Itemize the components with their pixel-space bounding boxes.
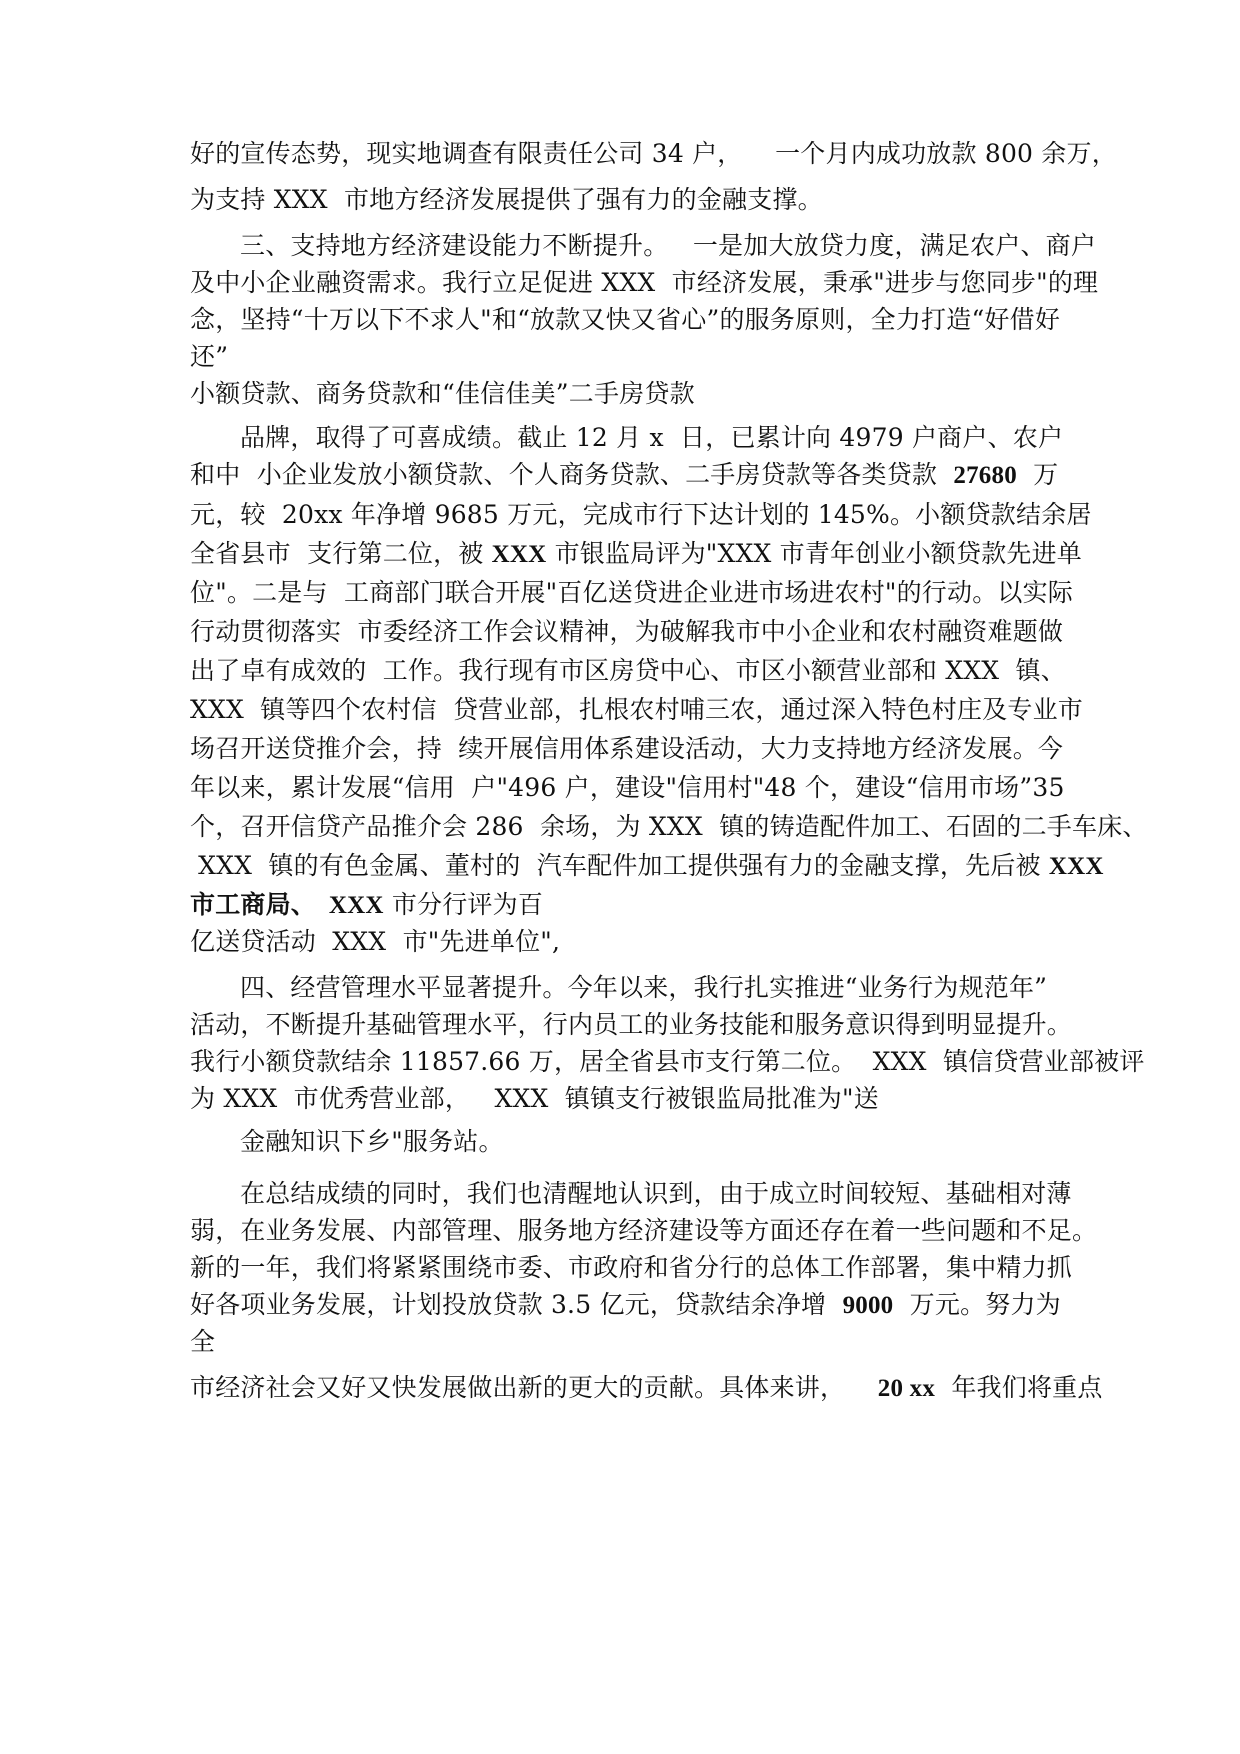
text-segment: 出了卓有成效的 工作。我行现有市区房贷中心、市区小额营业部和 XXX 镇、 [190,656,1066,685]
text-line [240,1124,504,1160]
text-segment: 小额贷款、商务贷款和“佳信佳美”二手房贷款 [190,379,695,408]
text-segment: 我行小额贷款结余 11857.66 万，居全省县市支行第二位。 XXX 镇信贷营业部被评 [190,1047,1145,1076]
loan-growth-figure: 9000 [842,1292,894,1319]
text-line [190,848,1104,885]
text-segment: 亿送贷活动 XXX 市"先进单位", [190,927,561,956]
text-segment: 还” [190,342,229,371]
text-segment: 为支持 XXX 市地方经济发展提供了强有力的金融支撑。 [190,185,823,214]
text-segment: 市经济社会又好又快发展做出新的更大的贡献。具体来讲， [190,1373,878,1402]
text-segment: 个，召开信贷产品推介会 286 余场，为 XXX 镇的铸造配件加工、石固的二手车床、 [190,812,1148,841]
text-segment: 好的宣传态势，现实地调查有限责任公司 34 户， 一个月内成功放款 800 余万， [190,139,1117,168]
text-segment: 及中小企业融资需求。我行立足促进 XXX 市经济发展，秉承"进步与您同步"的理 [190,268,1099,297]
text-line [190,653,1066,689]
text-line [190,457,1058,494]
text-line [240,420,1063,456]
text-segment: XXX 镇等四个农村信 贷营业部，扎根农村哺三农，通过深入特色村庄及专业市 [190,695,1083,724]
text-line [190,182,823,218]
text-segment: 全省县市 支行第二位，被 [190,539,492,568]
text-segment: 市分行评为百 [383,890,544,919]
text-segment: 为 XXX 市优秀营业部， XXX 镇镇支行被银监局批准为"送 [190,1084,879,1113]
text-line [190,924,560,960]
text-segment: 全 [190,1327,216,1356]
bold-year: 20 xx [877,1375,936,1402]
text-segment: 年我们将重点 [935,1373,1103,1402]
text-segment: 活动，不断提升基础管理水平，行内员工的业务技能和服务意识得到明显提升。 [190,1010,1073,1039]
text-segment: 市银监局评为"XXX 市青年创业小额贷款先进单 [546,539,1083,568]
text-line [190,614,1063,650]
text-line [190,1287,1061,1324]
text-line [190,536,1082,573]
text-line [190,731,1063,767]
text-line [190,1081,879,1117]
text-segment: 弱，在业务发展、内部管理、服务地方经济建设等方面还存在着一些问题和不足。 [190,1216,1098,1245]
text-segment: 场召开送贷推介会，持 续开展信用体系建设活动，大力支持地方经济发展。今 [190,734,1064,763]
text-line [190,497,1092,533]
text-line [190,265,1098,301]
bold-agency-name: 市工商局、 XXX [190,892,384,919]
text-segment: 金融知识下乡"服务站。 [240,1127,504,1156]
text-line [190,1007,1072,1043]
text-segment: 品牌，取得了可喜成绩。截止 12 月 x 日，已累计向 4979 户商户、农户 [240,423,1064,452]
bold-placeholder: XXX [1048,853,1104,880]
text-line [190,302,1060,338]
text-line [190,1250,1072,1286]
text-segment: 行动贯彻落实 市委经济工作会议精神，为破解我市中小企业和农村融资难题做 [190,617,1064,646]
text-line [190,339,228,375]
summary-paragraph-line [240,1176,1072,1212]
text-segment: 和中 小企业发放小额贷款、个人商务贷款、二手房贷款等各类贷款 [190,460,954,489]
section-three-heading-line [240,228,1096,264]
bold-placeholder: XXX [491,541,547,568]
text-segment: 四、经营管理水平显著提升。今年以来，我行扎实推进“业务行为规范年” [240,973,1048,1002]
text-segment: 念，坚持“十万以下不求人"和“放款又快又省心”的服务原则，全力打造“好借好 [190,305,1061,334]
text-line [190,1213,1097,1249]
text-line [190,1324,215,1360]
text-line [190,376,695,412]
text-segment: 好各项业务发展，计划投放贷款 3.5 亿元，贷款结余净增 [190,1290,843,1319]
text-segment: 三、支持地方经济建设能力不断提升。 一是加大放贷力度，满足农户、商户 [240,231,1097,260]
text-segment: 元，较 20xx 年净增 9685 万元，完成市行下达计划的 145%。小额贷款结余居 [190,500,1092,529]
text-segment: 新的一年，我们将紧紧围绕市委、市政府和省分行的总体工作部署，集中精力抓 [190,1253,1073,1282]
text-segment: 万 [1016,460,1059,489]
text-line [190,770,1065,806]
section-four-heading-line [240,970,1047,1006]
loan-total-figure: 27680 [953,462,1017,489]
text-line [190,1370,1103,1407]
text-line [190,887,543,924]
text-segment: 万元。努力为 [893,1290,1061,1319]
text-line [190,136,1117,172]
text-segment: 在总结成绩的同时，我们也清醒地认识到，由于成立时间较短、基础相对薄 [240,1179,1072,1208]
text-line [190,575,1073,611]
text-line [190,809,1148,845]
text-line [190,1044,1145,1080]
text-segment: 位"。二是与 工商部门联合开展"百亿送贷进企业进市场进农村"的行动。以实际 [190,578,1073,607]
text-line [190,692,1083,728]
text-segment: XXX 镇的有色金属、董村的 汽车配件加工提供强有力的金融支撑，先后被 [190,851,1049,880]
text-segment: 年以来，累计发展“信用 户"496 户，建设"信用村"48 个，建设“信用市场”35 [190,773,1065,802]
